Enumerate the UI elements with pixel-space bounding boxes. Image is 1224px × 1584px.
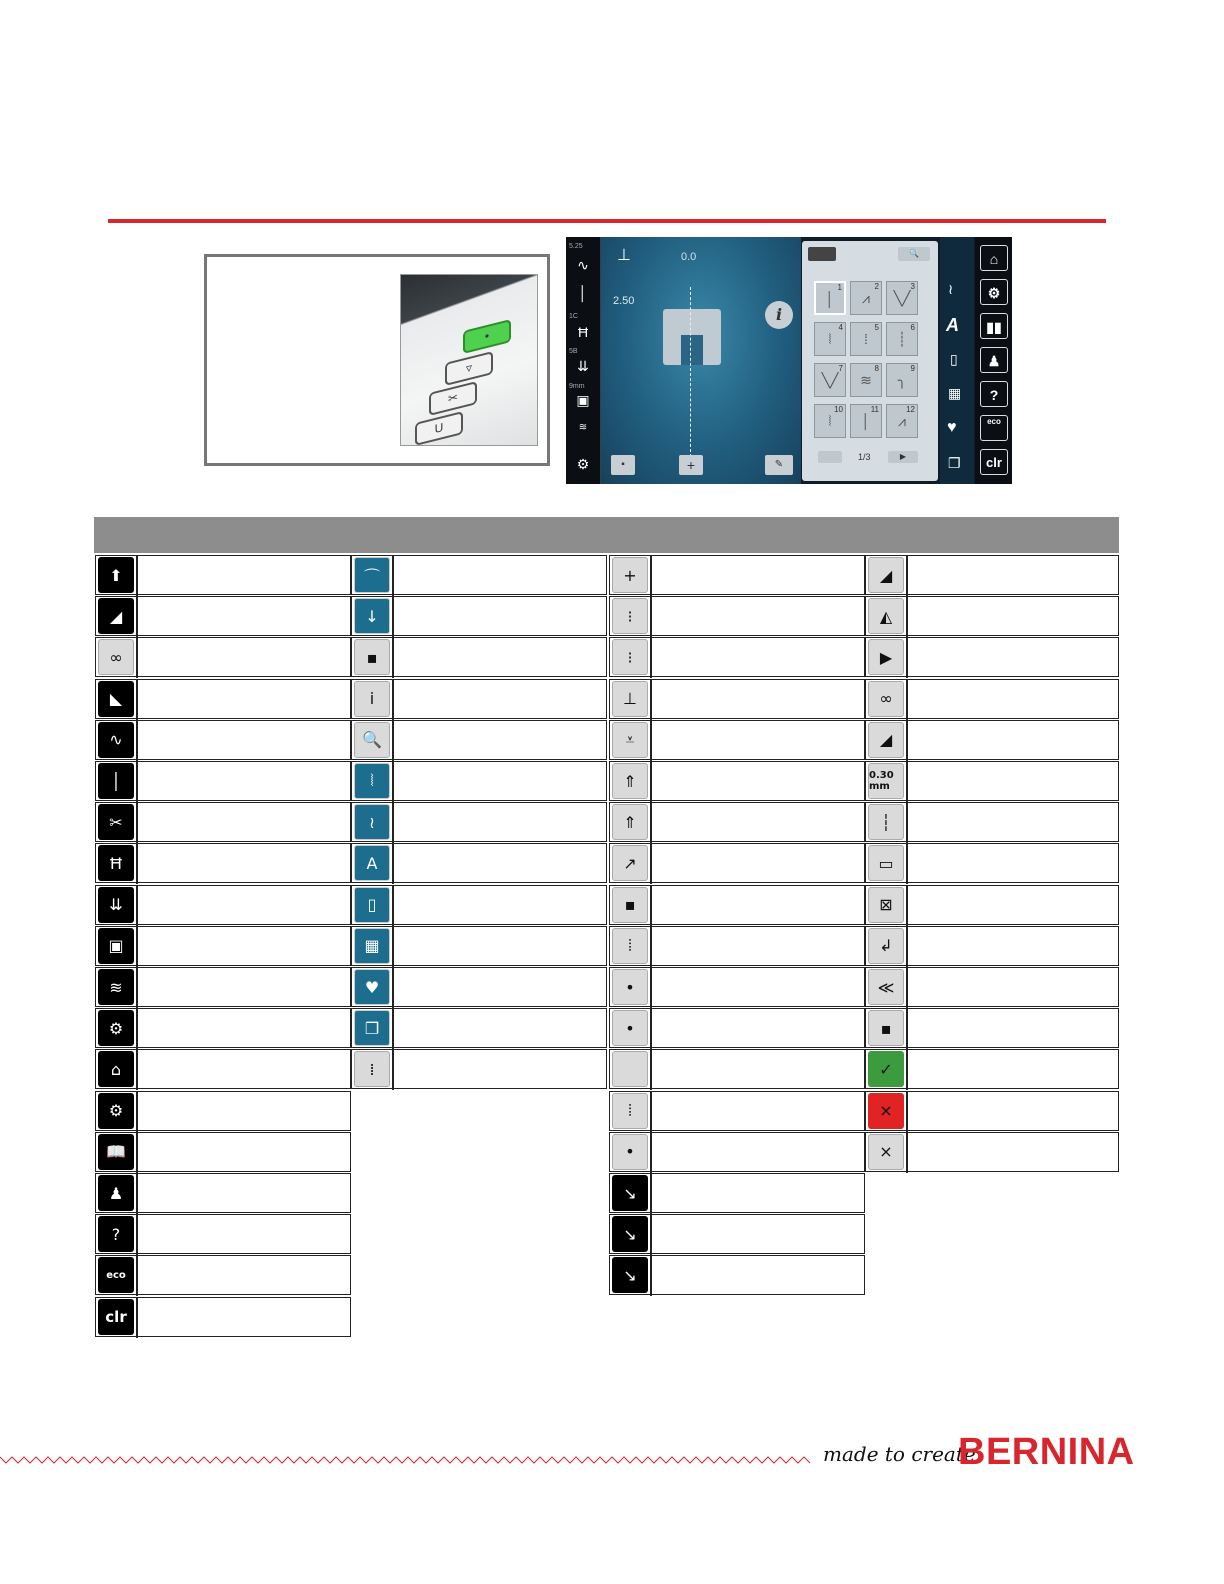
- table-row: [609, 555, 865, 595]
- table-row: [95, 967, 351, 1007]
- table-row: [95, 1008, 351, 1048]
- dot-icon: •: [612, 1134, 648, 1170]
- cell-divider: [650, 680, 652, 720]
- undo-icon: ↲: [868, 928, 904, 964]
- table-row: [351, 679, 607, 719]
- cell-divider: [392, 721, 394, 761]
- stitch-pattern-icon: ⁞: [864, 331, 868, 347]
- cell-divider: [136, 721, 138, 761]
- stitch-tile[interactable]: [850, 322, 882, 356]
- long-stitch-icon: ⇑: [612, 763, 648, 799]
- cell-divider: [392, 927, 394, 967]
- table-row: [95, 761, 351, 801]
- glasses-icon: ∞: [868, 681, 904, 717]
- table-row: [865, 596, 1119, 636]
- needle-icon[interactable]: │: [578, 285, 588, 301]
- sewing-consultant-icon[interactable]: ♟: [980, 347, 1008, 373]
- bobbin-thread-icon: ⇑: [612, 804, 648, 840]
- stitch-tile[interactable]: [850, 404, 882, 438]
- eco-label: eco: [987, 417, 1001, 426]
- cell-divider: [392, 803, 394, 843]
- tile-number: 6: [910, 323, 915, 332]
- stitch-pattern-icon: ╮: [897, 372, 907, 388]
- tile-number: 2: [874, 282, 879, 291]
- table-row: [609, 1132, 865, 1172]
- personal-program-icon[interactable]: ♥: [947, 419, 957, 436]
- cell-divider: [650, 1050, 652, 1090]
- cell-divider: [650, 1133, 652, 1173]
- header-rule: [108, 219, 1106, 223]
- decorative-stitches-icon[interactable]: ≀: [948, 281, 954, 297]
- cell-divider: [136, 638, 138, 678]
- table-header: [94, 517, 1119, 553]
- home-icon: ⌂: [98, 1051, 134, 1087]
- pattern-memory-icon: ▪: [354, 639, 390, 675]
- stitch-pattern-icon: ⦚: [828, 331, 832, 347]
- cell-divider: [392, 1009, 394, 1049]
- needle-threader-icon: ✂: [98, 804, 134, 840]
- table-row: [95, 1255, 351, 1295]
- stitch-panel: [802, 241, 938, 481]
- needle-position-value: 0.0: [681, 251, 697, 263]
- table-row: [865, 1049, 1119, 1089]
- search-icon: 🔍: [354, 722, 390, 758]
- tile-number: 5: [874, 323, 879, 332]
- cell-divider: [650, 886, 652, 926]
- cell-divider: [136, 1215, 138, 1255]
- tutorial-icon: 📖: [98, 1134, 134, 1170]
- cell-divider: [650, 1009, 652, 1049]
- cell-divider: [392, 844, 394, 884]
- screen-left-bar: [566, 237, 601, 484]
- cell-divider: [136, 968, 138, 1008]
- needle-stop-icon: ↓: [354, 598, 390, 634]
- blank-icon: [612, 1051, 648, 1087]
- table-row: [95, 885, 351, 925]
- cell-divider: [136, 597, 138, 637]
- confirm-icon: ✓: [868, 1051, 904, 1087]
- cell-divider: [906, 638, 908, 678]
- feed-dog-position-icon[interactable]: ≋: [578, 422, 588, 433]
- presser-foot-icon: ◢: [98, 598, 134, 634]
- stitch-density-icon: 0.30 mm: [868, 763, 904, 799]
- machine-buttons-photo: [400, 274, 538, 446]
- cancel-red-icon: ×: [868, 1093, 904, 1129]
- start-stop-button: •: [463, 319, 511, 354]
- cell-divider: [906, 803, 908, 843]
- decorative-stitches-icon: ≀: [354, 804, 390, 840]
- buttonholes-icon[interactable]: ▯: [950, 351, 958, 367]
- sewing-speed-icon-3: ↘: [612, 1257, 648, 1293]
- tile-number: 11: [870, 405, 879, 414]
- cell-divider: [906, 886, 908, 926]
- stitch-pattern-icon: │: [825, 291, 835, 307]
- mirror-image-icon: ◢: [868, 557, 904, 593]
- page-indicator: 1/3: [858, 452, 871, 462]
- stitch-overview-icon: ⁞: [354, 1051, 390, 1087]
- table-row: [865, 1008, 1119, 1048]
- category-strip: [940, 237, 974, 484]
- stitch-tile[interactable]: [886, 363, 918, 397]
- table-row: [609, 679, 865, 719]
- stitch-pattern-icon: ┊: [897, 331, 907, 347]
- machine-screen: [566, 237, 1012, 484]
- needle-stop-button: ▿: [445, 351, 493, 386]
- cell-divider: [906, 721, 908, 761]
- table-row: [865, 720, 1119, 760]
- stitch-pattern-icon: ≋: [860, 372, 872, 388]
- tile-number: 12: [906, 405, 915, 414]
- table-row: [351, 1049, 607, 1089]
- table-row: [351, 637, 607, 677]
- stitch-pattern-icon: ╲╱: [821, 372, 839, 388]
- cell-divider: [906, 1092, 908, 1132]
- bobbin-icon[interactable]: ⚙: [576, 456, 590, 472]
- footer-zigzag: [0, 1455, 812, 1465]
- stitch-combination-icon: ❐: [354, 1010, 390, 1046]
- tile-number: 7: [838, 364, 843, 373]
- quilt-stitches-icon[interactable]: ▦: [948, 385, 962, 401]
- cell-divider: [136, 556, 138, 596]
- stitch-pattern-icon: ⩘: [862, 290, 870, 306]
- table-row: [865, 926, 1119, 966]
- add-icon[interactable]: +: [679, 455, 703, 475]
- help-icon: ?: [98, 1216, 134, 1252]
- presser-foot-graphic: [663, 309, 721, 365]
- table-row: [609, 967, 865, 1007]
- settings-icon[interactable]: ⚙: [980, 279, 1008, 305]
- cell-divider: [136, 803, 138, 843]
- stitch-plate-icon[interactable]: ▣: [576, 392, 590, 408]
- stitch-tile[interactable]: [814, 322, 846, 356]
- table-row: [865, 1132, 1119, 1172]
- tension-value: 5.25: [569, 243, 583, 250]
- table-row: [609, 843, 865, 883]
- cell-divider: [392, 597, 394, 637]
- stitch-pattern-icon: ⩘: [898, 413, 906, 429]
- table-row: [95, 596, 351, 636]
- home-icon[interactable]: ⌂: [980, 245, 1008, 271]
- clr-label: clr: [986, 455, 1002, 470]
- screen-right-bar: [975, 237, 1012, 484]
- cell-divider: [650, 638, 652, 678]
- cell-divider: [650, 803, 652, 843]
- cell-divider: [136, 1092, 138, 1132]
- eco-icon[interactable]: [980, 415, 1008, 441]
- cell-divider: [906, 1133, 908, 1173]
- cell-divider: [136, 844, 138, 884]
- pattern-memory-icon[interactable]: ▪: [611, 455, 635, 475]
- pattern-repeat-icon: ⁝: [612, 598, 648, 634]
- search-icon[interactable]: 🔍: [898, 247, 930, 261]
- cell-divider: [136, 1174, 138, 1214]
- cell-divider: [650, 1215, 652, 1255]
- tile-number: 8: [874, 364, 879, 373]
- table-row: [95, 637, 351, 677]
- cell-divider: [136, 1256, 138, 1296]
- cell-divider: [650, 762, 652, 802]
- cell-divider: [650, 1256, 652, 1296]
- stitch-plate-icon: ▣: [98, 928, 134, 964]
- buttonholes-icon: ▯: [354, 887, 390, 923]
- next-page-button[interactable]: ▶: [888, 451, 918, 463]
- table-row: [351, 926, 607, 966]
- stitch-tile[interactable]: [814, 363, 846, 397]
- clear-icon[interactable]: [980, 449, 1008, 475]
- tutorial-icon[interactable]: ▮▮: [980, 313, 1008, 339]
- feed-dog-icon: ⇊: [98, 887, 134, 923]
- cell-divider: [392, 1050, 394, 1090]
- cell-divider: [650, 1174, 652, 1214]
- toggle-icon[interactable]: [808, 247, 836, 261]
- screen-main: [601, 237, 801, 484]
- stitch-combination-icon[interactable]: ❐: [948, 455, 961, 471]
- cell-divider: [906, 844, 908, 884]
- table-row: [351, 967, 607, 1007]
- tile-number: 9: [910, 364, 915, 373]
- stitch-pattern-icon: ╲╱: [893, 290, 911, 306]
- line-icon: ┆: [868, 804, 904, 840]
- bobbin-icon: ⚙: [98, 1010, 134, 1046]
- table-row: [865, 761, 1119, 801]
- tile-number: 1: [837, 283, 842, 292]
- table-row: [351, 555, 607, 595]
- cell-divider: [136, 1133, 138, 1173]
- table-row: [351, 843, 607, 883]
- sewing-consultant-icon: ♟: [98, 1175, 134, 1211]
- personal-program-icon: ♥: [354, 969, 390, 1005]
- quilt-stitches-icon: ▦: [354, 928, 390, 964]
- eco-icon: eco: [98, 1257, 134, 1293]
- table-row: [609, 596, 865, 636]
- table-row: [865, 679, 1119, 719]
- stitch-width-value: 2.50: [613, 295, 635, 307]
- table-row: [609, 637, 865, 677]
- table-row: [609, 761, 865, 801]
- mirror-left-right-icon: ◭: [868, 598, 904, 634]
- buttonhole-length-icon: ⦙: [612, 928, 648, 964]
- cell-divider: [650, 968, 652, 1008]
- plate-value: 9mm: [569, 383, 585, 390]
- feed-value: 5B: [569, 348, 578, 355]
- foot-value: 1C: [569, 313, 578, 320]
- tile-number: 10: [834, 405, 843, 414]
- cell-divider: [392, 556, 394, 596]
- tile-number: 3: [910, 282, 915, 291]
- tension-wave-icon[interactable]: ∿: [577, 257, 589, 273]
- cell-divider: [136, 886, 138, 926]
- needle-icon: │: [98, 763, 134, 799]
- stitch-line: [690, 287, 691, 457]
- cell-divider: [392, 762, 394, 802]
- cell-divider: [650, 927, 652, 967]
- table-row: [609, 1008, 865, 1048]
- table-row: [95, 679, 351, 719]
- stitch-width-icon: ◣: [98, 681, 134, 717]
- table-row: [865, 843, 1119, 883]
- cell-divider: [650, 556, 652, 596]
- cell-divider: [650, 1092, 652, 1132]
- single-stitch-icon: •: [612, 1010, 648, 1046]
- table-row: [351, 720, 607, 760]
- tile-number: 4: [838, 323, 843, 332]
- table-row: [351, 761, 607, 801]
- cell-divider: [906, 556, 908, 596]
- table-row: [865, 637, 1119, 677]
- clear-icon: clr: [98, 1299, 134, 1335]
- delete-memory-icon: ⊠: [868, 887, 904, 923]
- feed-dog-position-icon: ≋: [98, 969, 134, 1005]
- back-stitch-icon: ≪: [868, 969, 904, 1005]
- cell-divider: [392, 968, 394, 1008]
- reverse-button: U: [415, 411, 463, 446]
- cell-divider: [906, 1050, 908, 1090]
- cell-divider: [650, 721, 652, 761]
- cell-divider: [136, 680, 138, 720]
- presser-foot-indicator-icon[interactable]: Ħ: [577, 324, 589, 340]
- settings-icon: ⚙: [98, 1093, 134, 1129]
- tagline: made to create: [823, 1442, 976, 1466]
- table-row: [609, 1255, 865, 1295]
- needle-stop-icon[interactable]: ⊥: [617, 247, 631, 264]
- table-row: [95, 1091, 351, 1131]
- info-icon[interactable]: i: [765, 301, 793, 329]
- tension-wave-icon: ∿: [98, 722, 134, 758]
- sewing-speed-icon-1: ↘: [612, 1175, 648, 1211]
- table-row: [865, 555, 1119, 595]
- table-row: [865, 1091, 1119, 1131]
- table-row: [351, 596, 607, 636]
- cell-divider: [136, 1298, 138, 1338]
- cell-divider: [392, 638, 394, 678]
- stitch-pattern-icon: │: [861, 413, 871, 429]
- thread-tension-icon: ∞: [98, 639, 134, 675]
- secure-icon: ▪: [868, 1010, 904, 1046]
- table-row: [609, 1173, 865, 1213]
- table-row: [609, 1049, 865, 1089]
- securing-icon: ▪: [612, 887, 648, 923]
- table-row: [609, 926, 865, 966]
- table-row: [95, 1214, 351, 1254]
- table-row: [95, 720, 351, 760]
- stitch-tile[interactable]: [886, 322, 918, 356]
- buttonhole-stitch-icon: ⦙: [612, 1093, 648, 1129]
- stitch-tile[interactable]: [886, 281, 918, 315]
- edit-icon[interactable]: ✎: [765, 455, 793, 475]
- table-row: [865, 885, 1119, 925]
- prev-page-button[interactable]: [818, 451, 842, 463]
- table-row: [865, 967, 1119, 1007]
- thread-cutter-button: ✂: [429, 381, 477, 416]
- correction-icon: ◢: [868, 722, 904, 758]
- cell-divider: [136, 1009, 138, 1049]
- table-row: [95, 1132, 351, 1172]
- cell-divider: [136, 762, 138, 802]
- cell-divider: [392, 680, 394, 720]
- table-row: [609, 1214, 865, 1254]
- stitch-tile[interactable]: [814, 281, 846, 315]
- pattern-begin-icon: ⁝: [612, 639, 648, 675]
- add-icon: +: [612, 557, 648, 593]
- table-row: [95, 843, 351, 883]
- mirror-up-down-icon: ▶: [868, 639, 904, 675]
- cell-divider: [906, 680, 908, 720]
- presser-foot-indicator-icon: Ħ: [98, 845, 134, 881]
- alphabets-icon: A: [354, 845, 390, 881]
- table-row: [95, 1049, 351, 1089]
- cell-divider: [906, 1009, 908, 1049]
- close-icon: ×: [868, 1134, 904, 1170]
- info-icon: i: [354, 681, 390, 717]
- stitch-tile[interactable]: [850, 363, 882, 397]
- table-row: [865, 802, 1119, 842]
- cell-divider: [906, 927, 908, 967]
- table-row: [609, 885, 865, 925]
- brand-logo: BERNINA: [958, 1431, 1135, 1473]
- table-row: [351, 1008, 607, 1048]
- table-row: [95, 1173, 351, 1213]
- cell-divider: [906, 597, 908, 637]
- cell-divider: [392, 886, 394, 926]
- help-icon[interactable]: ?: [980, 381, 1008, 407]
- stitch-length-icon: ⊥: [612, 681, 648, 717]
- stitch-tile[interactable]: [886, 404, 918, 438]
- alphabets-icon[interactable]: A: [946, 315, 959, 335]
- stitch-tile[interactable]: [850, 281, 882, 315]
- sewing-speed-icon-2: ↘: [612, 1216, 648, 1252]
- cell-divider: [136, 927, 138, 967]
- table-row: [609, 720, 865, 760]
- table-row: [95, 1297, 351, 1337]
- practical-stitches-icon: ⦚: [354, 763, 390, 799]
- table-row: [95, 802, 351, 842]
- cell-divider: [906, 762, 908, 802]
- cell-divider: [136, 1050, 138, 1090]
- table-row: [95, 555, 351, 595]
- presser-foot-pressure-icon: ⌒: [354, 557, 390, 593]
- needle-up-down-icon: ⬆: [98, 557, 134, 593]
- save-icon: ▭: [868, 845, 904, 881]
- cell-divider: [906, 968, 908, 1008]
- cell-divider: [650, 844, 652, 884]
- table-row: [95, 926, 351, 966]
- pattern-end-icon: ⩡: [612, 722, 648, 758]
- table-row: [609, 1091, 865, 1131]
- balance-icon: ↗: [612, 845, 648, 881]
- feed-dog-icon[interactable]: ⇊: [577, 358, 589, 374]
- table-row: [609, 802, 865, 842]
- cell-divider: [650, 597, 652, 637]
- table-row: [351, 885, 607, 925]
- stitch-tile[interactable]: [814, 404, 846, 438]
- pattern-extension-icon: •: [612, 969, 648, 1005]
- table-row: [351, 802, 607, 842]
- stitch-pattern-icon: ⦚: [828, 413, 832, 429]
